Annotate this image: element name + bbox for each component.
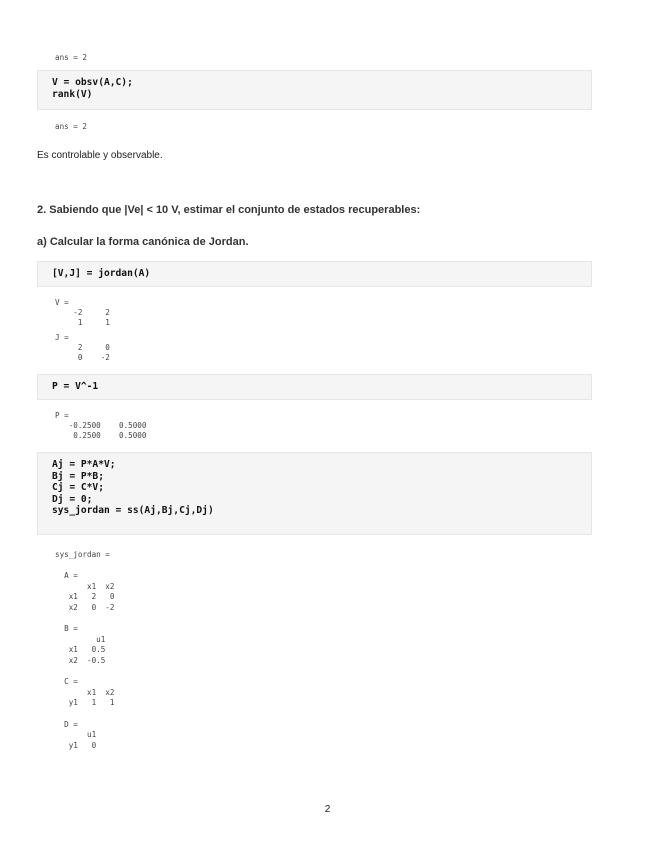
code-p: P = V^-1	[52, 381, 99, 392]
output-J-matrix: J = 2 0 0 -2	[55, 333, 110, 362]
section-heading-2: 2. Sabiendo que |Ve| < 10 V, estimar el conjunto de estados recuperables:	[37, 204, 421, 216]
code-block-transform[interactable]	[37, 452, 592, 535]
code-block-p[interactable]	[37, 374, 592, 400]
code-block-jordan[interactable]	[37, 261, 592, 287]
page-number: 2	[324, 804, 331, 815]
subsection-heading-a: a) Calcular la forma canónica de Jordan.	[37, 236, 249, 248]
code-jordan: [V,J] = jordan(A)	[52, 268, 151, 279]
code-transform: Aj = P*A*V; Bj = P*B; Cj = C*V; Dj = 0; sys_jordan = ss(Aj,Bj,Cj,Dj)	[52, 459, 214, 516]
conclusion-text: Es controlable y observable.	[37, 150, 163, 161]
output-sys-jordan: sys_jordan = A = x1 x2 x1 2 0 x2 0 -2 B = u1 x1 0.5 x2 -0.5 C = x1 x2 y1 1 1 D = u1 y1 0	[55, 550, 115, 750]
code-block-obsv[interactable]	[37, 70, 592, 110]
output-ans-2: ans = 2	[55, 122, 88, 131]
code-obsv: V = obsv(A,C); rank(V)	[52, 77, 133, 100]
output-ans-1: ans = 2	[55, 53, 88, 62]
output-V-matrix: V = -2 2 1 1	[55, 298, 110, 327]
output-P-matrix: P = -0.2500 0.5000 0.2500 0.5000	[55, 411, 147, 440]
